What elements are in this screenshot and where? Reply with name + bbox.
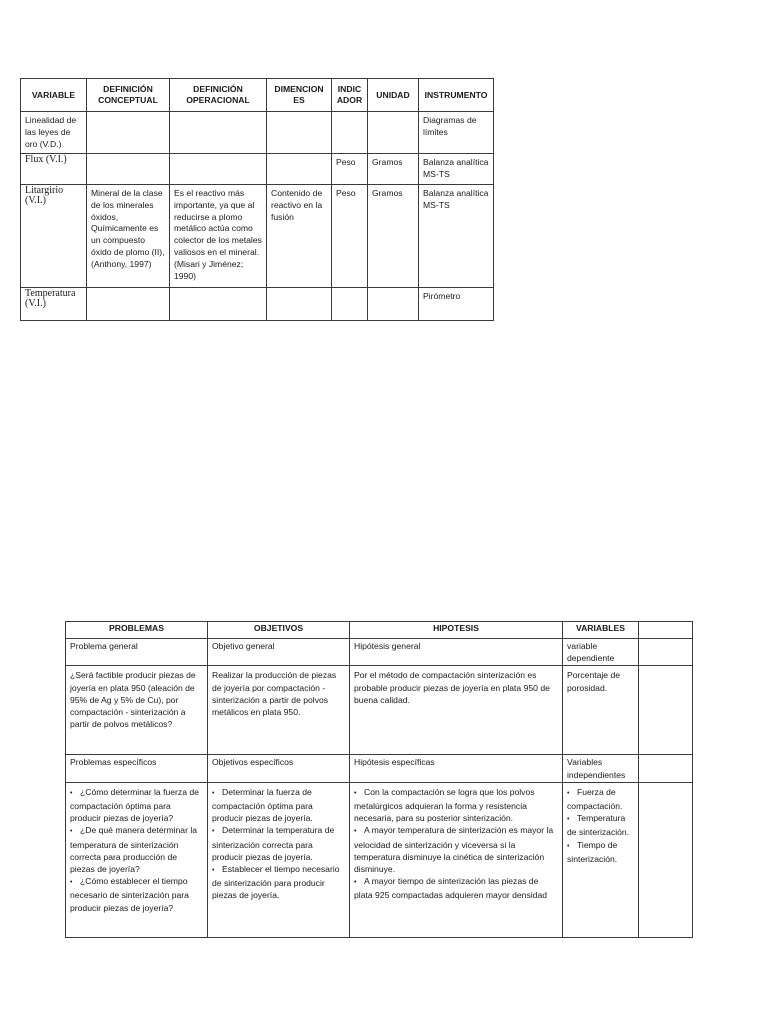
cell-conceptual [87, 287, 170, 320]
cell-unidad: Gramos [368, 154, 419, 185]
list-item: • Con la compactación se logra que los polvos metalúrgicos adquieran la forma y resistencia necesaria, para su posterior sinterización. [354, 786, 535, 824]
list-item: • Temperatura de sinterización. [567, 813, 630, 838]
header-indicador: INDIC ADOR [332, 79, 368, 112]
header-objetivos: OBJETIVOS [208, 622, 350, 639]
table-row [21, 184, 494, 287]
cell-indicador [332, 287, 368, 320]
cell-hipotesis-especificas [350, 782, 563, 937]
cell-conceptual [87, 154, 170, 185]
header-conceptual: DEFINICIÓN CONCEPTUAL [87, 79, 170, 112]
cell-conceptual [87, 112, 170, 154]
header-extra [639, 622, 693, 639]
table-row [66, 666, 693, 755]
operationalization-table [20, 78, 494, 321]
header-operacional: DEFINICIÓN OPERACIONAL [170, 79, 267, 112]
label-objetivo-general: Objetivo general [208, 639, 350, 666]
cell-operacional [170, 112, 267, 154]
cell-conceptual: Mineral de la clase de los minerales óxidos, Químicamente es un compuesto óxido de plomo (II), (Anthony, 1997) [87, 184, 170, 287]
cell-instrumento: Diagramas de límites [419, 112, 494, 154]
table-row [21, 154, 494, 185]
label-variable-dependiente: variable dependiente [563, 639, 639, 666]
cell-instrumento: Balanza analítica MS-TS [419, 154, 494, 185]
list-item: • A mayor tiempo de sinterización las piezas de plata 925 compactadas adquieren mayor densidad [354, 876, 548, 901]
empty-cell [639, 666, 693, 755]
cell-objetivos-especificos [208, 782, 350, 937]
bullet-icon: • [354, 828, 357, 836]
list-item: • ¿De qué manera determinar la temperatura de sinterización correcta para producción de piezas de joyería? [70, 825, 198, 875]
table-row [66, 782, 693, 937]
cell-objetivo-general: Realizar la producción de piezas de joyería por compactación - sinterización a partir de polvos metálicos en plata 950. [208, 666, 350, 755]
consistency-matrix-table [65, 621, 693, 938]
list-item: • Determinar la temperatura de sinterización correcta para producir piezas de joyería. [212, 825, 335, 862]
cell-variable: Litargirio (V.I.) [21, 184, 87, 287]
cell-indicador: Peso [332, 184, 368, 287]
cell-dimenciones [267, 112, 332, 154]
bullet-icon: • [567, 789, 570, 797]
cell-instrumento: Balanza analítica MS-TS [419, 184, 494, 287]
label-problema-general: Problema general [66, 639, 208, 666]
header-variables: VARIABLES [563, 622, 639, 639]
list-item: • Fuerza de compactación. [567, 786, 623, 812]
cell-dimenciones [267, 287, 332, 320]
bullet-icon: • [354, 789, 357, 797]
cell-dimenciones [267, 154, 332, 185]
cell-instrumento: Pirómetro [419, 287, 494, 320]
bullet-icon: • [212, 789, 215, 797]
cell-problemas-especificos [66, 782, 208, 937]
list-item: • Determinar la fuerza de compactación óptima para producir piezas de joyería. [212, 786, 313, 824]
label-variables-independientes: Variables independientes [563, 755, 639, 782]
cell-unidad: Gramos [368, 184, 419, 287]
label-hipotesis-especificas: Hipótesis específicas [350, 755, 563, 782]
cell-operacional [170, 154, 267, 185]
empty-cell [639, 755, 693, 782]
table-header-row [66, 622, 693, 639]
header-unidad: UNIDAD [368, 79, 419, 112]
table-row [21, 112, 494, 154]
cell-hipotesis-general: Por el método de compactación sinterización es probable producir piezas de joyería en plata 950 de buena calidad. [350, 666, 563, 755]
list-item: • Establecer el tiempo necesario de sinterización para producir piezas de joyería. [212, 864, 340, 901]
label-problemas-especificos: Problemas específicos [66, 755, 208, 782]
cell-problema-general: ¿Será factible producir piezas de joyería en plata 950 (aleación de 95% de Ag y 5% de Cu), por compactación - sinterización a partir de polvos metálicos? [66, 666, 208, 755]
cell-dimenciones: Contenido de reactivo en la fusión [267, 184, 332, 287]
table-row [21, 287, 494, 320]
list-item: • ¿Cómo establecer el tiempo necesario de sinterización para producir piezas de joyería? [70, 876, 189, 913]
cell-operacional: Es el reactivo más importante, ya que al reducirse a plomo metálico actúa como colector de los metales valiosos en el mineral. (Misari y Jiménez; 1990) [170, 184, 267, 287]
table-row [66, 639, 693, 666]
cell-indicador: Peso [332, 154, 368, 185]
header-instrumento: INSTRUMENTO [419, 79, 494, 112]
cell-variable-dependiente: Porcentaje de porosidad. [563, 666, 639, 755]
header-dimenciones: DIMENCION ES [267, 79, 332, 112]
empty-cell [639, 639, 693, 666]
cell-unidad [368, 112, 419, 154]
bullet-icon: • [212, 828, 215, 836]
cell-variables-independientes [563, 782, 639, 937]
empty-cell [639, 782, 693, 937]
list-item: • ¿Cómo determinar la fuerza de compactación óptima para producir piezas de joyería? [70, 786, 199, 824]
list-item: • A mayor temperatura de sinterización es mayor la velocidad de sinterización y viceversa si la temperatura disminuye la cinética de sinterización disminuye. [354, 825, 554, 875]
cell-variable: Temperatura (V.I.) [21, 287, 87, 320]
cell-indicador [332, 112, 368, 154]
cell-unidad [368, 287, 419, 320]
table-header-row [21, 79, 494, 112]
bullet-icon: • [567, 842, 570, 850]
bullet-icon: • [212, 867, 215, 875]
bullet-icon: • [354, 879, 357, 887]
label-objetivos-especificos: Objetivos específicos [208, 755, 350, 782]
bullet-icon: • [567, 816, 570, 824]
bullet-icon: • [70, 879, 73, 887]
label-hipotesis-general: Hipótesis general [350, 639, 563, 666]
table-row [66, 755, 693, 782]
cell-variable: Linealidad de las leyes de oro (V.D.) [21, 112, 87, 154]
bullet-icon: • [70, 828, 73, 836]
list-item: • Tiempo de sinterización. [567, 839, 618, 864]
bullet-icon: • [70, 789, 73, 797]
cell-operacional [170, 287, 267, 320]
header-problemas: PROBLEMAS [66, 622, 208, 639]
header-hipotesis: HIPOTESIS [350, 622, 563, 639]
cell-variable: Flux (V.I.) [21, 154, 87, 185]
header-variable: VARIABLE [21, 79, 87, 112]
